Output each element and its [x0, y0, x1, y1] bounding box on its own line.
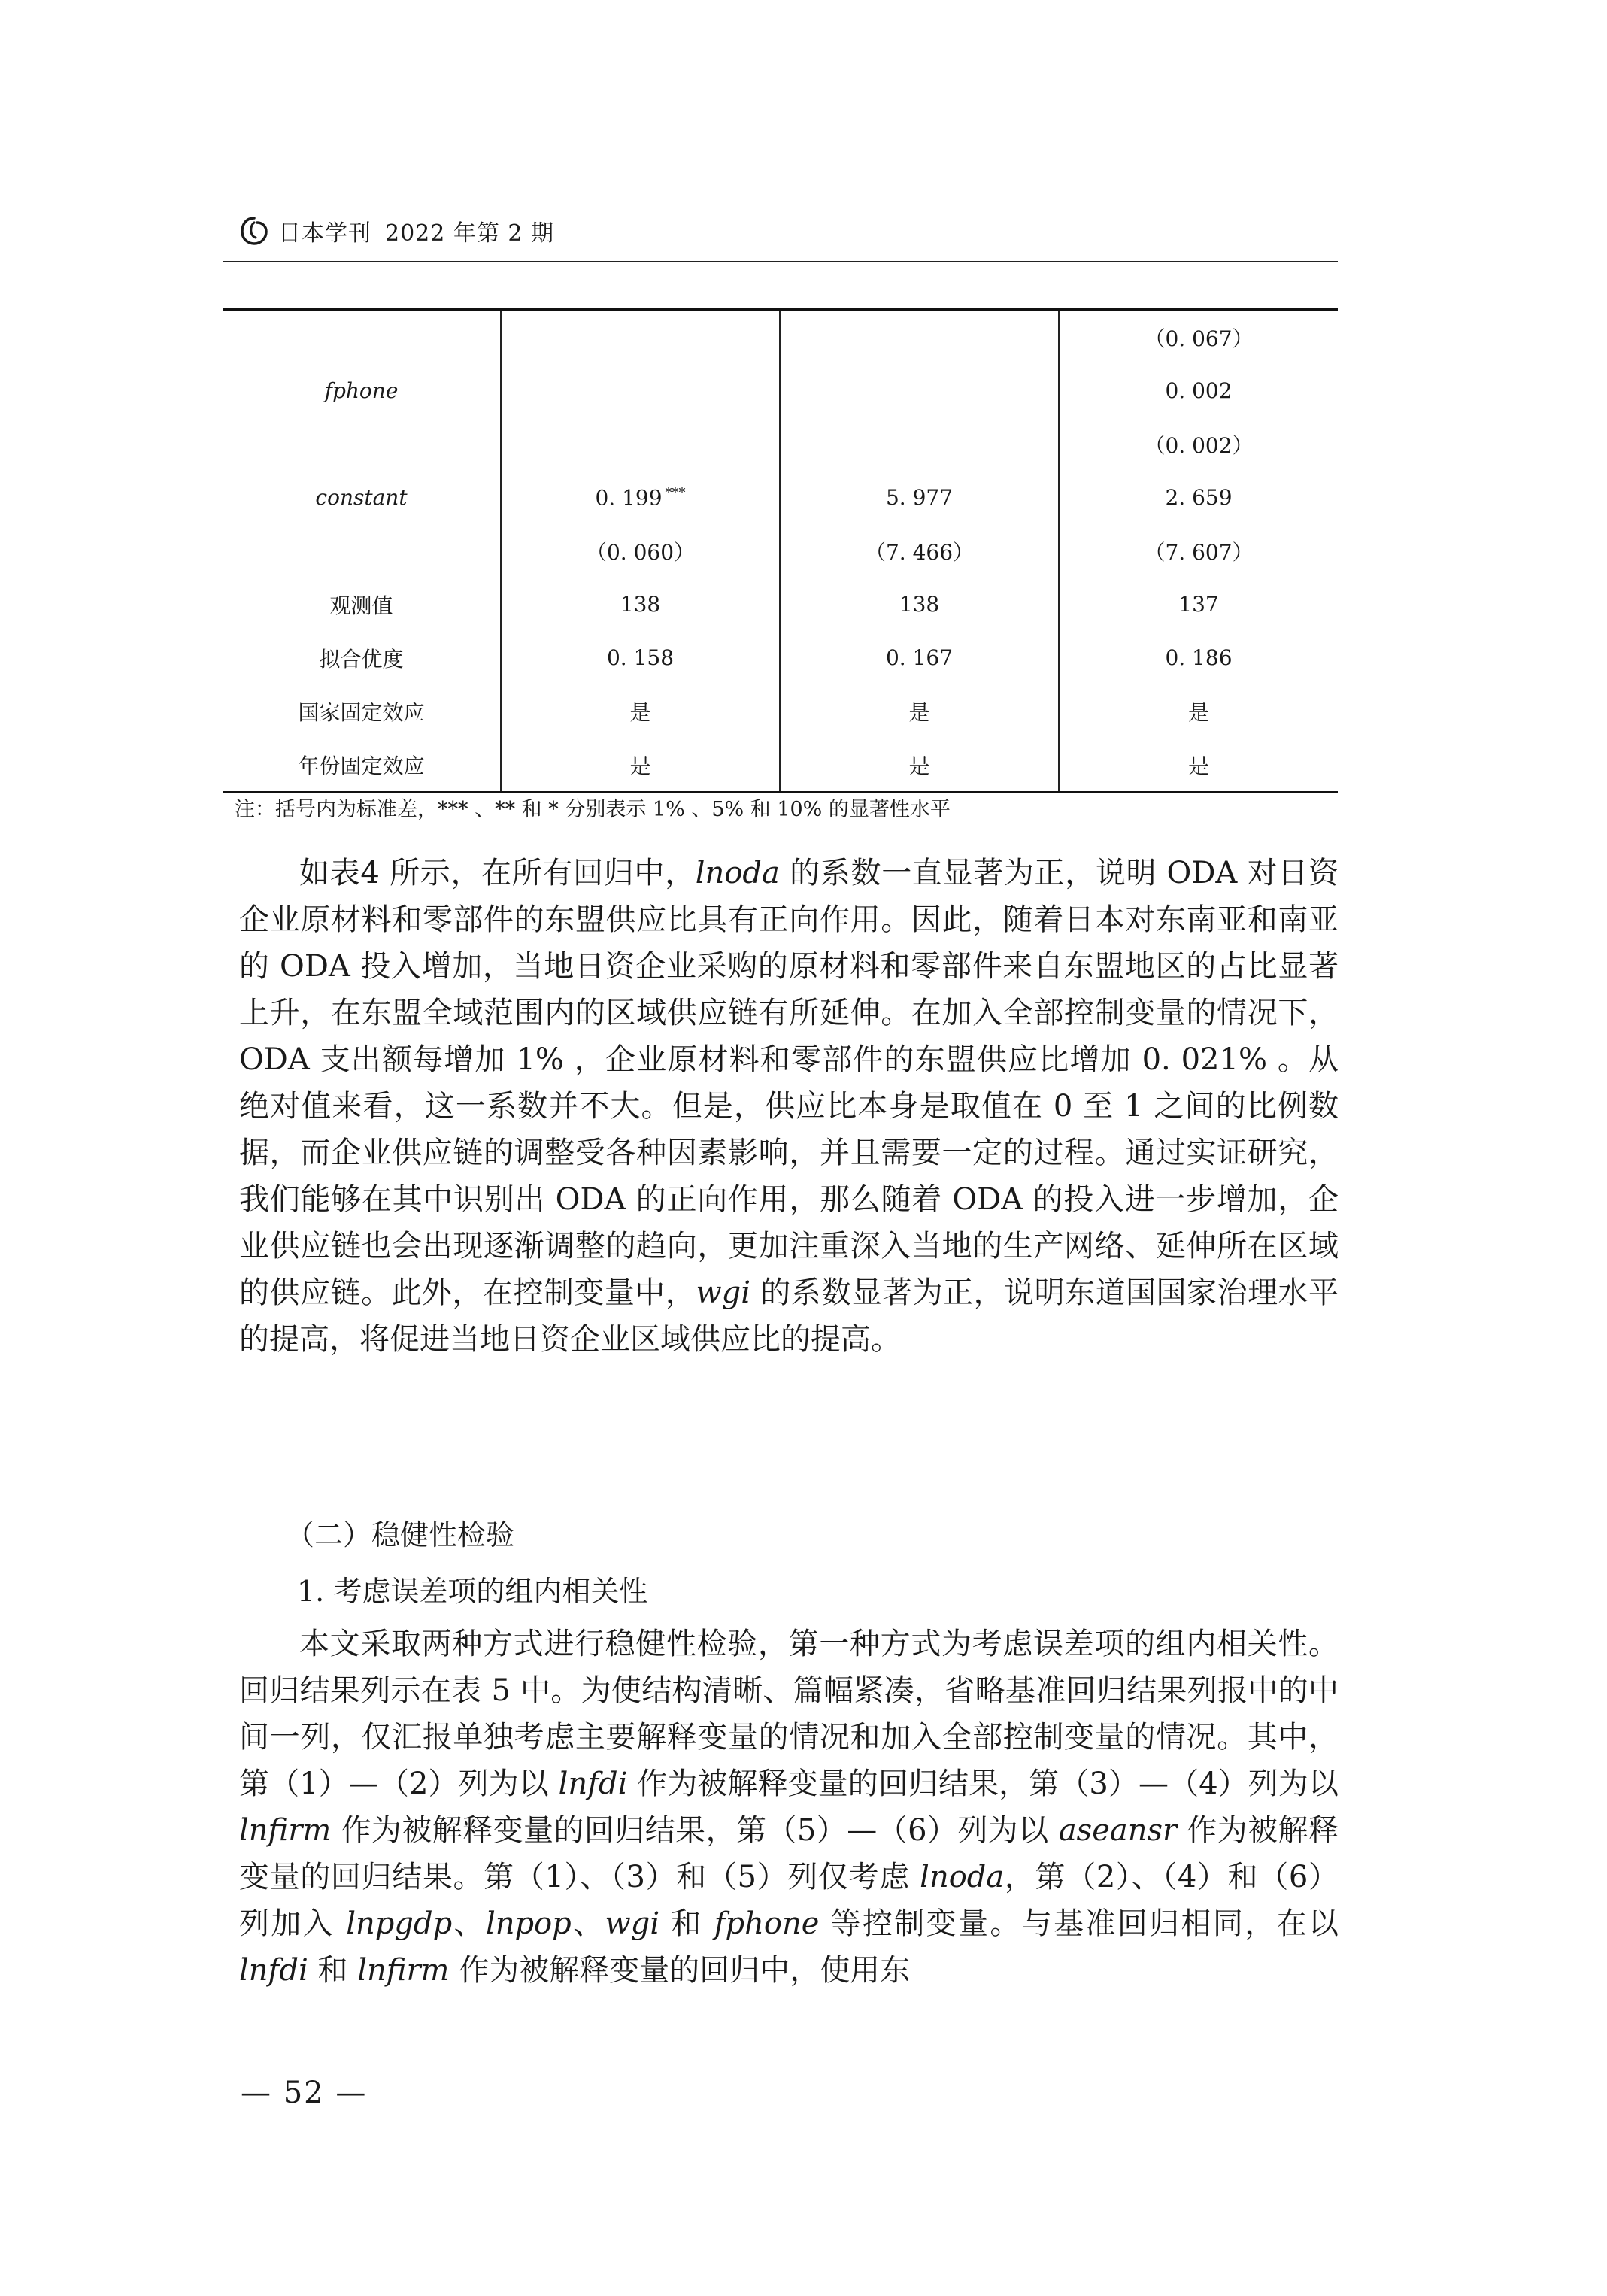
text-run: 等控制变量。与基准回归相同，在以 [819, 1906, 1339, 1941]
journal-logo-icon [239, 215, 269, 247]
cell-c3 [1059, 471, 1338, 524]
text-run: ，第（2）、（4）和（6）列加入 [239, 1860, 1339, 1941]
cell-c2 [780, 524, 1059, 578]
regression-table-continued [223, 308, 1338, 793]
text-run: 作为被解释变量的回归中，使用东 [449, 1953, 911, 1988]
page-number: — 52 — [241, 2076, 368, 2110]
cell-value: 是 [1187, 753, 1209, 778]
cell-c2 [780, 364, 1059, 417]
body-paragraph-2 [239, 1621, 1339, 1994]
variable-name: lnoda [920, 1860, 1005, 1894]
cell-value: （0. 060） [585, 539, 696, 565]
cell-value: 138 [620, 592, 661, 617]
text-run: 和 [308, 1953, 358, 1988]
journal-issue: 2022 年第 2 期 [385, 220, 555, 247]
paragraph [239, 1621, 1339, 1994]
table-row [223, 364, 1338, 417]
row-label [223, 417, 501, 471]
variable-name: lnfdi [558, 1767, 628, 1801]
section-heading: （二）稳健性检验 [286, 1518, 515, 1551]
cell-c1 [501, 631, 780, 684]
cell-value: 是 [1187, 699, 1209, 725]
body-paragraph-1 [239, 850, 1339, 1363]
journal-name: 日本学刊 [278, 220, 371, 247]
cell-c2 [780, 578, 1059, 631]
cell-value: （0. 067） [1144, 326, 1254, 351]
cell-c1 [501, 417, 780, 471]
text-run: 的系数显著为正，说明东道国国家治理水平的提高，将促进当地日资企业区域供应比的提高。 [239, 1275, 1339, 1357]
cell-c1 [501, 524, 780, 578]
row-label: constant [315, 485, 408, 510]
row-label: 年份固定效应 [223, 738, 501, 793]
cell-value: 0. 002 [1165, 378, 1233, 403]
cell-value: （0. 002） [1144, 432, 1254, 458]
cell-c2 [780, 311, 1059, 364]
row-label [223, 524, 501, 578]
cell-c1 [501, 364, 780, 417]
text-run: 和 [659, 1906, 714, 1941]
table-row [223, 738, 1338, 793]
table-row [223, 631, 1338, 684]
cell-c3 [1059, 631, 1338, 684]
cell-value: 0. 158 [606, 645, 675, 670]
text-run: 作为被解释变量的回归结果。第（1）、（3）和（5）列仅考虑 [239, 1813, 1339, 1894]
cell-c1 [501, 578, 780, 631]
cell-value: 0. 186 [1165, 645, 1233, 670]
cell-value: 是 [908, 753, 930, 778]
table-row [223, 471, 1338, 524]
row-label: 国家固定效应 [298, 699, 425, 725]
row-label [223, 311, 501, 364]
significance-stars: *** [665, 484, 686, 501]
table-body [223, 311, 1338, 793]
cell-c1 [501, 471, 780, 524]
regression-table [223, 308, 1338, 793]
table-row [223, 311, 1338, 364]
cell-c2 [780, 417, 1059, 471]
text-run: 的系数一直显著为正，说明 ODA 对日资企业原材料和零部件的东盟供应比具有正向作用。因此，随着日本对东南亚和南亚的 ODA 投入增加，当地日资企业采购的原材料和零部件来自东盟地区的占比显著上升，在东盟全域范围内的区域供应链有所延伸。在加入全部控制变量的情况下，ODA 支出额每增加 1% ，企业原材料和零部件的东盟供应比增加 0. 021% 。从绝对值来看，这一系数并不大。但是，供应比本身是取值在 0 至 1 之间的比例数据，而企业供应链的调整受各种因素影响，并且需要一定的过程。通过实证研究，我们能够在其中识别出 ODA 的正向作用，那么随着 ODA 的投入进一步增加，企业供应链也会出现逐渐调整的趋向，更加注重深入当地的生产网络、延伸所在区域的供应链。此外，在控制变量中， [239, 856, 1339, 1310]
cell-c3 [1059, 578, 1338, 631]
cell-value: （7. 466） [864, 539, 975, 565]
cell-c2 [780, 471, 1059, 524]
row-label: fphone [324, 378, 399, 403]
text-run: 、 [571, 1906, 605, 1941]
table-row [223, 524, 1338, 578]
subsection-heading: 1. 考虑误差项的组内相关性 [297, 1575, 648, 1608]
cell-c2 [780, 738, 1059, 793]
cell-c3 [1059, 417, 1338, 471]
cell-c3 [1059, 364, 1338, 417]
cell-c1 [501, 311, 780, 364]
cell-c2 [780, 631, 1059, 684]
cell-c3 [1059, 311, 1338, 364]
cell-value: 0. 167 [885, 645, 954, 670]
text-run: 本文采取两种方式进行稳健性检验，第一种方式为考虑误差项的组内相关性。回归结果列示在表 5 中。为使结构清晰、篇幅紧凑，省略基准回归结果列报中的中间一列，仅汇报单独考虑主要解释变量的情况和加入全部控制变量的情况。其中，第（1）—（2）列为以 [239, 1627, 1339, 1801]
cell-c3 [1059, 738, 1338, 793]
cell-value: 2. 659 [1165, 485, 1233, 510]
variable-name: lnfirm [239, 1813, 332, 1848]
cell-c1 [501, 684, 780, 738]
row-label: 观测值 [329, 593, 393, 618]
cell-value: （7. 607） [1144, 539, 1254, 565]
cell-c3 [1059, 684, 1338, 738]
text-run: 作为被解释变量的回归结果，第（5）—（6）列为以 [331, 1813, 1059, 1848]
table-row [223, 417, 1338, 471]
variable-name: lnoda [695, 856, 780, 890]
variable-name: wgi [605, 1906, 660, 1941]
table-row [223, 684, 1338, 738]
variable-name: lnpgdp [346, 1906, 453, 1941]
cell-c3 [1059, 524, 1338, 578]
header-rule [223, 261, 1338, 262]
cell-value: 137 [1178, 592, 1219, 617]
cell-value: 是 [629, 699, 651, 725]
cell-value: 是 [629, 753, 651, 778]
variable-name: lnfirm [357, 1953, 450, 1988]
paragraph [239, 850, 1339, 1363]
variable-name: fphone [714, 1906, 820, 1941]
text-run: 如表4 所示，在所有回归中， [299, 856, 696, 890]
cell-c1 [501, 738, 780, 793]
cell-value: 是 [908, 699, 930, 725]
cell-value: 0. 199 [595, 485, 663, 511]
cell-value: 138 [899, 592, 940, 617]
table-row [223, 578, 1338, 631]
variable-name: lnfdi [239, 1953, 308, 1988]
row-label: 拟合优度 [319, 646, 404, 672]
table-note: 注：括号内为标准差，*** 、** 和 * 分别表示 1% 、5% 和 10% 的显著性水平 [235, 798, 951, 821]
cell-value: 5. 977 [885, 485, 954, 510]
cell-c2 [780, 684, 1059, 738]
text-run: 作为被解释变量的回归结果，第（3）—（4）列为以 [627, 1767, 1339, 1801]
variable-name: lnpop [485, 1906, 572, 1941]
variable-name: wgi [696, 1275, 750, 1310]
text-run: 、 [452, 1906, 486, 1941]
variable-name: aseansr [1058, 1813, 1178, 1848]
running-header [239, 212, 554, 250]
